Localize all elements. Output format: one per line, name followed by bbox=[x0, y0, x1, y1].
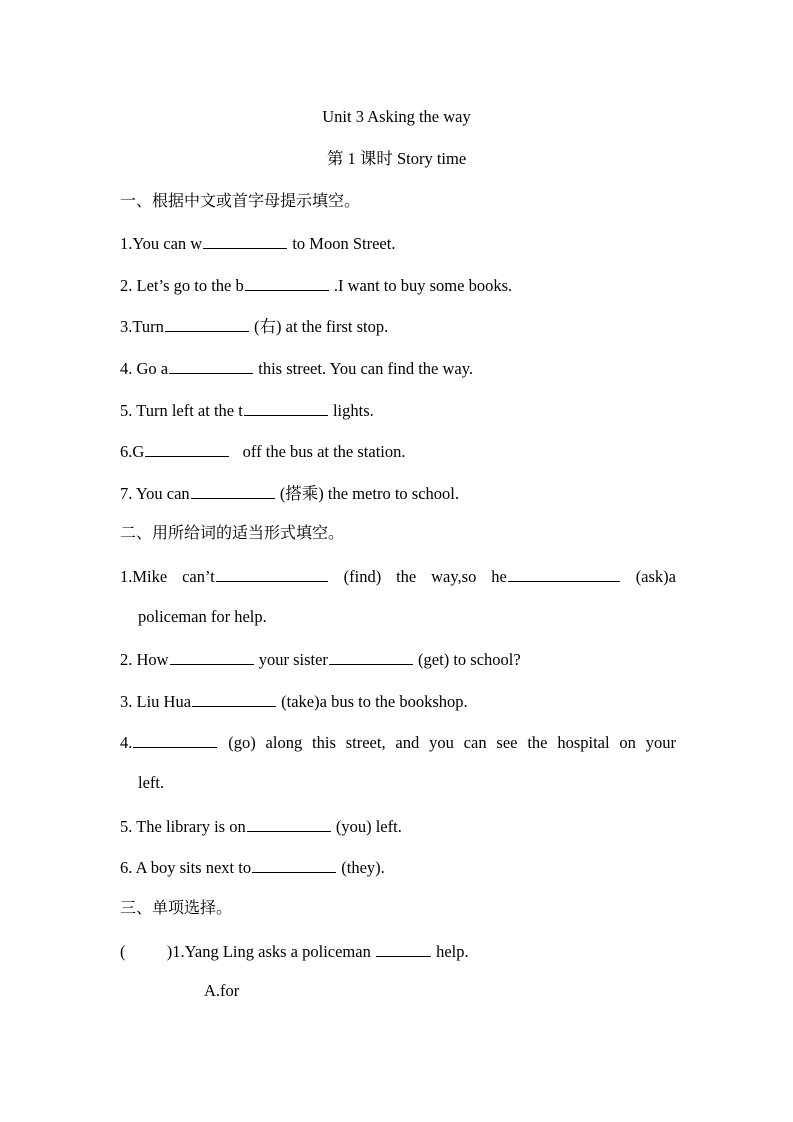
question-text: 4. bbox=[120, 733, 133, 752]
s1-question-1 bbox=[120, 232, 395, 254]
question-text: off the bus at the station. bbox=[230, 442, 406, 461]
s1-question-6 bbox=[120, 440, 406, 462]
s2-question-5 bbox=[120, 815, 402, 837]
question-text: 6. A boy sits next to bbox=[120, 858, 252, 877]
question-text: (take)a bus to the bookshop. bbox=[277, 692, 468, 711]
question-text: 5. The library is on bbox=[120, 817, 246, 836]
question-text: 3. Liu Hua bbox=[120, 692, 192, 711]
answer-blank[interactable] bbox=[165, 315, 249, 332]
answer-blank[interactable] bbox=[245, 274, 329, 291]
question-text: (右) at the first stop. bbox=[249, 317, 389, 336]
answer-blank[interactable] bbox=[247, 815, 331, 832]
section-2-heading: 二、用所给词的适当形式填空。 bbox=[120, 523, 345, 542]
question-text: lights. bbox=[328, 401, 374, 420]
question-text: 6.G bbox=[120, 442, 145, 461]
question-text: (you) left. bbox=[331, 817, 402, 836]
s3-question-1 bbox=[120, 940, 469, 962]
s2-question-2 bbox=[120, 648, 521, 670]
answer-parentheses[interactable]: ( ) bbox=[120, 942, 173, 961]
s2-question-6 bbox=[120, 856, 385, 878]
answer-blank[interactable] bbox=[252, 856, 336, 873]
answer-blank[interactable] bbox=[216, 565, 328, 582]
answer-blank[interactable] bbox=[192, 690, 276, 707]
answer-blank[interactable] bbox=[170, 648, 254, 665]
question-text: .I want to buy some books. bbox=[329, 276, 513, 295]
page-subtitle: 第 1 课时 Story time bbox=[326, 149, 467, 168]
page-title: Unit 3 Asking the way bbox=[322, 107, 471, 126]
question-text: 5. Turn left at the t bbox=[120, 401, 243, 420]
s2-question-1 bbox=[120, 565, 676, 587]
s1-question-5 bbox=[120, 399, 374, 421]
answer-blank[interactable] bbox=[376, 940, 431, 957]
s2-question-4 bbox=[120, 731, 676, 753]
s1-question-2 bbox=[120, 274, 512, 296]
answer-blank[interactable] bbox=[244, 399, 328, 416]
answer-blank[interactable] bbox=[133, 731, 217, 748]
question-text: 1.Mike can’t bbox=[120, 567, 215, 586]
s2-question-4-continued: left. bbox=[138, 773, 165, 792]
section-3-heading: 三、单项选择。 bbox=[120, 898, 233, 917]
question-text: (get) to school? bbox=[413, 650, 521, 669]
question-text: (find) the way,so he bbox=[328, 567, 507, 586]
question-text: 4. Go a bbox=[120, 359, 169, 378]
s1-question-3 bbox=[120, 315, 388, 337]
answer-blank[interactable] bbox=[203, 232, 287, 249]
s2-question-1-continued: policeman for help. bbox=[138, 607, 267, 626]
answer-blank[interactable] bbox=[329, 648, 413, 665]
s1-question-7 bbox=[120, 482, 459, 504]
question-text: 2. How bbox=[120, 650, 169, 669]
answer-blank[interactable] bbox=[508, 565, 620, 582]
answer-blank[interactable] bbox=[145, 440, 229, 457]
question-text: 7. You can bbox=[120, 484, 190, 503]
question-text: 2. Let’s go to the b bbox=[120, 276, 244, 295]
s1-question-4 bbox=[120, 357, 473, 379]
question-text: (go) along this street, and you can see the hospital on your bbox=[218, 733, 676, 752]
question-text: help. bbox=[431, 942, 469, 961]
section-1-heading: 一、根据中文或首字母提示填空。 bbox=[120, 191, 361, 210]
question-text: this street. You can find the way. bbox=[254, 359, 474, 378]
answer-blank[interactable] bbox=[169, 357, 253, 374]
question-text: (搭乘) the metro to school. bbox=[275, 484, 459, 503]
s2-question-3 bbox=[120, 690, 468, 712]
question-text: your sister bbox=[254, 650, 328, 669]
question-text: 1.Yang Ling asks a policeman bbox=[172, 942, 375, 961]
question-text: (ask)a bbox=[620, 567, 677, 586]
question-text: 3.Turn bbox=[120, 317, 164, 336]
answer-blank[interactable] bbox=[191, 482, 275, 499]
s3-question-1-option-a[interactable]: A.for bbox=[204, 981, 240, 1000]
question-text: to Moon Street. bbox=[288, 234, 396, 253]
question-text: (they). bbox=[337, 858, 385, 877]
question-text: 1.You can w bbox=[120, 234, 203, 253]
